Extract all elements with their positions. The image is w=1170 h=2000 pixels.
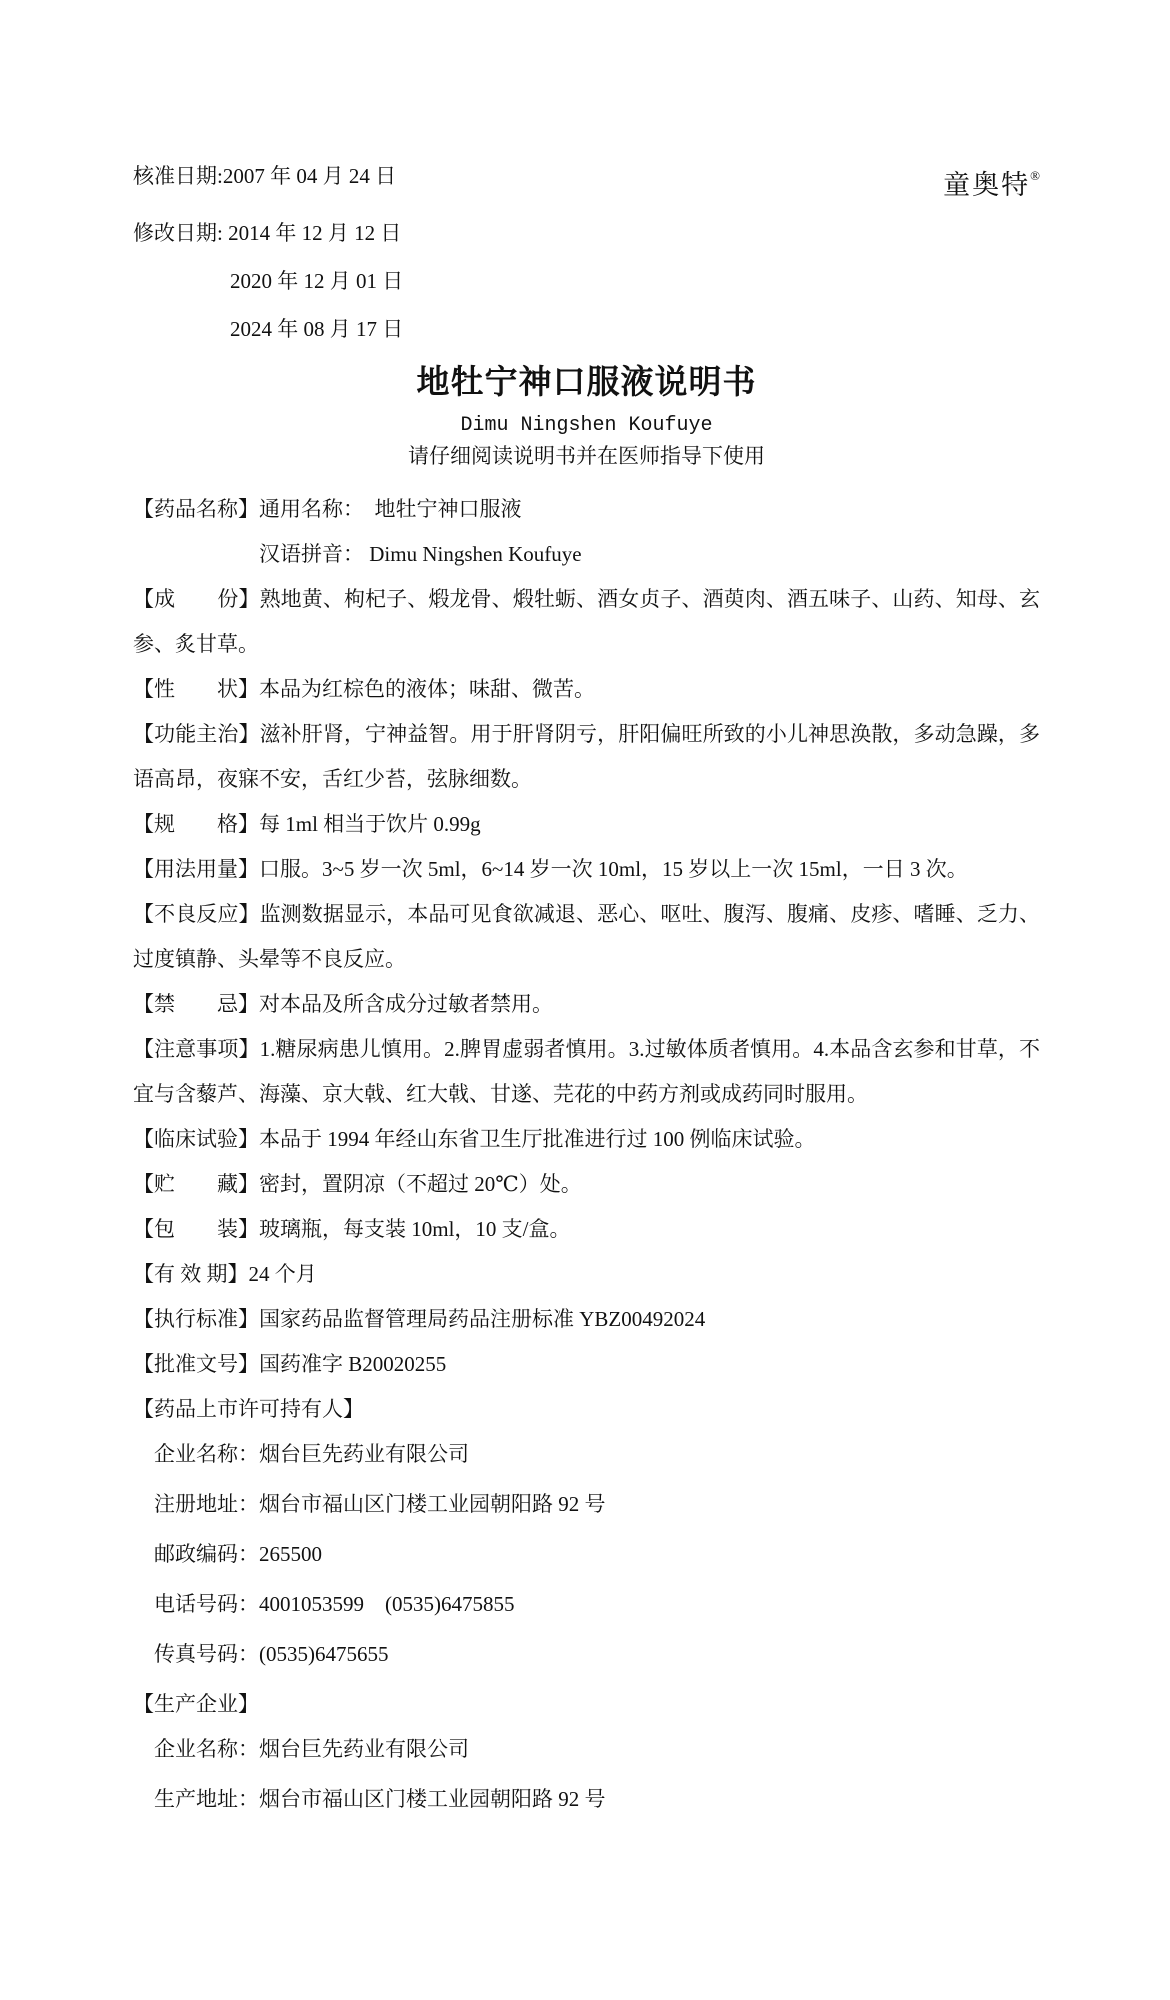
section-label: 【执行标准】	[133, 1307, 259, 1331]
section-label: 【包 装】	[133, 1217, 259, 1241]
section-adverse-reactions	[133, 892, 1040, 982]
section-manufacturer: 【生产企业】	[133, 1692, 259, 1716]
section-text: 滋补肝肾，宁神益智。用于肝肾阴亏，肝阳偏旺所致的小儿神思涣散，多动急躁，多语高昂，夜寐不安，舌红少苔，弦脉细数。	[133, 722, 1041, 791]
section-storage	[133, 1162, 1040, 1207]
section-label: 【临床试验】	[133, 1127, 259, 1151]
mfr-company: 企业名称：烟台巨先药业有限公司	[154, 1737, 469, 1761]
section-label: 【批准文号】	[133, 1352, 259, 1376]
section-label: 【不良反应】	[133, 902, 260, 926]
brand-name: 童奥特	[943, 170, 1031, 200]
section-specification	[133, 802, 1040, 847]
sections-block	[133, 487, 1040, 1822]
section-label: 【规 格】	[133, 812, 259, 836]
section-label: 【禁 忌】	[133, 992, 259, 1016]
section-label: 【药品名称】	[133, 497, 259, 521]
section-text: 每 1ml 相当于饮片 0.99g	[259, 812, 481, 836]
section-label: 【贮 藏】	[133, 1172, 259, 1196]
section-indications	[133, 712, 1040, 802]
section-text: 玻璃瓶，每支装 10ml，10 支/盒。	[259, 1217, 571, 1241]
revision-date-label: 修改日期:	[133, 221, 229, 245]
brand-trademark	[943, 152, 1040, 209]
header-row	[133, 152, 1040, 209]
approval-date: 核准日期:2007 年 04 月 24 日	[133, 164, 397, 188]
mah-address: 注册地址：烟台市福山区门楼工业园朝阳路 92 号	[154, 1492, 606, 1516]
section-text: 本品于 1994 年经山东省卫生厅批准进行过 100 例临床试验。	[259, 1127, 816, 1151]
section-validity	[133, 1252, 1040, 1297]
revision-date-1: 2014 年 12 月 12 日	[228, 221, 402, 245]
doc-title: 地牡宁神口服液说明书	[416, 365, 757, 401]
section-text: 国药准字 B20020255	[259, 1352, 447, 1376]
section-drug-name	[133, 487, 1040, 532]
section-package	[133, 1207, 1040, 1252]
section-label: 【功能主治】	[133, 722, 260, 746]
section-ingredients	[133, 577, 1040, 667]
section-clinical-trial	[133, 1117, 1040, 1162]
section-description	[133, 667, 1040, 712]
registered-mark-icon: ®	[1030, 168, 1040, 183]
section-label: 【有 效 期】	[133, 1262, 249, 1286]
section-text: 监测数据显示，本品可见食欲减退、恶心、呕吐、腹泻、腹痛、皮疹、嗜睡、乏力、过度镇静、头晕等不良反应。	[133, 902, 1041, 971]
revision-date-3: 2024 年 08 月 17 日	[230, 317, 404, 341]
section-text: 通用名称： 地牡宁神口服液	[259, 497, 522, 521]
section-dosage	[133, 847, 1040, 892]
section-text: 24 个月	[248, 1262, 317, 1286]
revision-date-line-1	[133, 209, 1040, 257]
usage-notice: 请仔细阅读说明书并在医师指导下使用	[408, 444, 765, 468]
section-text: 熟地黄、枸杞子、煅龙骨、煅牡蛎、酒女贞子、酒萸肉、酒五味子、山药、知母、玄参、炙甘草。	[133, 587, 1041, 656]
mah-postcode: 邮政编码：265500	[154, 1542, 322, 1566]
section-label: 【注意事项】	[133, 1037, 260, 1061]
section-label: 【成 份】	[133, 587, 260, 611]
section-pinyin-line: 汉语拼音： Dimu Ningshen Koufuye	[259, 542, 582, 566]
section-label: 【性 状】	[133, 677, 259, 701]
section-text: 对本品及所含成分过敏者禁用。	[259, 992, 553, 1016]
section-text: 1.糖尿病患儿慎用。2.脾胃虚弱者慎用。3.过敏体质者慎用。4.本品含玄参和甘草，不宜与含藜芦、海藻、京大戟、红大戟、甘遂、芫花的中药方剂或成药同时服用。	[133, 1037, 1041, 1106]
section-text: 密封，置阴凉（不超过 20℃）处。	[259, 1172, 582, 1196]
section-text: 国家药品监督管理局药品注册标准 YBZ00492024	[259, 1307, 706, 1331]
mah-fax: 传真号码：(0535)6475655	[154, 1642, 389, 1666]
revision-date-2: 2020 年 12 月 01 日	[230, 269, 404, 293]
mah-phone: 电话号码：4001053599 (0535)6475855	[154, 1592, 515, 1616]
mfr-address: 生产地址：烟台市福山区门楼工业园朝阳路 92 号	[154, 1787, 606, 1811]
section-text: 口服。3~5 岁一次 5ml，6~14 岁一次 10ml，15 岁以上一次 15ml，一日 3 次。	[259, 857, 968, 881]
section-precautions	[133, 1027, 1040, 1117]
section-standard	[133, 1297, 1040, 1342]
section-mah: 【药品上市许可持有人】	[133, 1397, 364, 1421]
mah-company: 企业名称：烟台巨先药业有限公司	[154, 1442, 469, 1466]
section-label: 【用法用量】	[133, 857, 259, 881]
pinyin-subtitle: Dimu Ningshen Koufuye	[460, 414, 713, 437]
section-contraindications	[133, 982, 1040, 1027]
section-text: 本品为红棕色的液体；味甜、微苦。	[259, 677, 595, 701]
section-approval-number	[133, 1342, 1040, 1387]
instruction-sheet	[133, 0, 1040, 1827]
